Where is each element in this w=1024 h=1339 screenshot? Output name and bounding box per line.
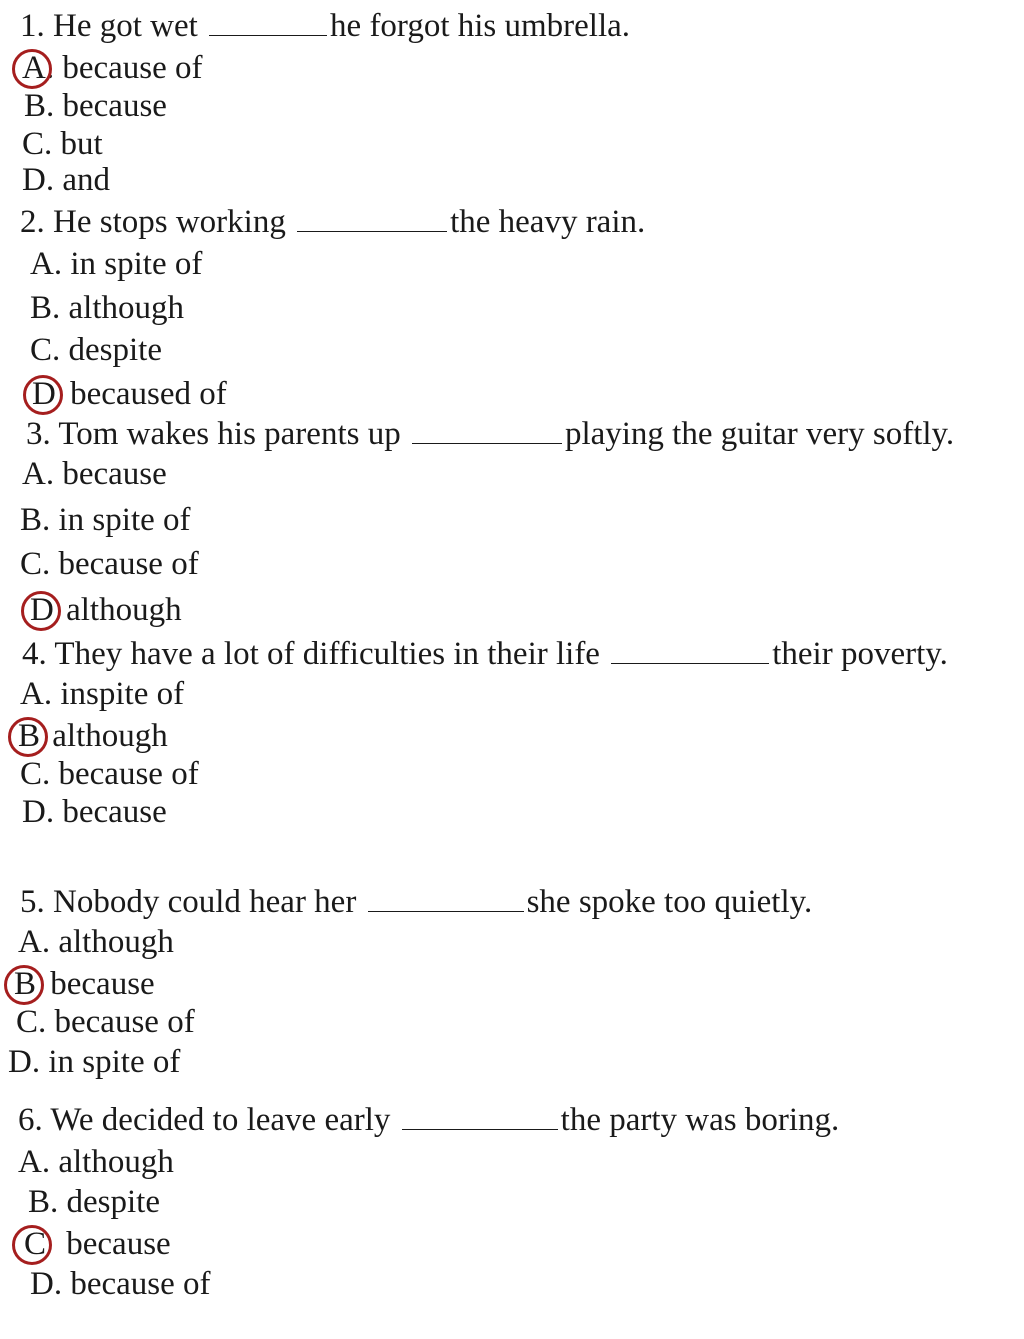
answer-circle-mark [12, 1225, 52, 1265]
answer-circle-mark [8, 717, 48, 757]
option-text: becaused of [70, 376, 227, 412]
question-3 [26, 414, 954, 454]
option-1a[interactable] [22, 48, 203, 88]
question-number: 4. [22, 636, 47, 672]
option-letter: B. [30, 290, 61, 326]
option-5a[interactable] [18, 922, 174, 962]
option-letter: D. [22, 162, 55, 198]
option-text: inspite of [60, 676, 185, 712]
answer-blank [209, 9, 327, 36]
option-6a[interactable] [18, 1142, 174, 1182]
answer-blank [368, 885, 524, 912]
option-text: and [62, 162, 110, 198]
option-text: because [62, 456, 167, 492]
option-text: because of [58, 756, 199, 792]
question-text-before: He got wet [53, 8, 198, 44]
question-number: 3. [26, 416, 51, 452]
question-text-before: Tom wakes his parents up [58, 416, 401, 452]
option-letter: B. [24, 88, 55, 124]
option-letter: B [14, 964, 36, 1004]
option-1b[interactable] [24, 86, 167, 126]
question-4 [22, 634, 948, 674]
question-text-after: the party was boring. [560, 1102, 840, 1138]
question-text-after: playing the guitar very softly. [564, 416, 955, 452]
answer-blank [412, 417, 562, 444]
option-text: in spite of [58, 502, 191, 538]
option-5c[interactable] [16, 1002, 195, 1042]
question-text-before: He stops working [53, 204, 286, 240]
option-letter: A. [22, 48, 54, 88]
option-3d[interactable] [30, 590, 182, 630]
option-text: because of [58, 546, 199, 582]
option-text: although [66, 592, 182, 628]
option-letter: A. [20, 676, 53, 712]
question-number: 6. [18, 1102, 43, 1138]
option-2d[interactable] [32, 374, 227, 414]
question-6 [18, 1100, 839, 1140]
question-text-after: he forgot his umbrella. [330, 8, 631, 44]
option-5b[interactable] [14, 964, 155, 1004]
option-letter: C [24, 1224, 46, 1264]
option-text: in spite of [70, 246, 203, 282]
option-letter: C. [16, 1004, 47, 1040]
question-number: 5. [20, 884, 45, 920]
option-4b[interactable] [18, 716, 168, 756]
option-4c[interactable] [20, 754, 199, 794]
option-2b[interactable] [30, 288, 184, 328]
option-letter: A. [30, 246, 63, 282]
answer-blank [611, 637, 769, 664]
option-letter: D [30, 590, 54, 630]
option-2a[interactable] [30, 244, 202, 284]
question-text-after: their poverty. [772, 636, 948, 672]
option-letter: D. [8, 1044, 41, 1080]
option-4a[interactable] [20, 674, 184, 714]
option-letter: B. [28, 1184, 59, 1220]
option-letter: A. [22, 456, 55, 492]
question-text-before: We decided to leave early [50, 1102, 391, 1138]
answer-circle-mark [12, 49, 52, 89]
option-text: despite [68, 332, 162, 368]
question-text-before: They have a lot of difficulties in their life [54, 636, 600, 672]
option-3a[interactable] [22, 454, 167, 494]
option-letter: B. [20, 502, 51, 538]
answer-circle-mark [21, 591, 61, 631]
option-3b[interactable] [20, 500, 191, 540]
question-2 [20, 202, 645, 242]
option-5d[interactable] [8, 1042, 180, 1082]
option-3c[interactable] [20, 544, 199, 584]
answer-circle-mark [23, 375, 63, 415]
question-number: 2. [20, 204, 45, 240]
question-number: 1. [20, 8, 45, 44]
option-letter: D. [22, 794, 55, 830]
option-4d[interactable] [22, 792, 167, 832]
option-letter: C. [20, 546, 51, 582]
option-text: because [62, 794, 167, 830]
question-1 [20, 6, 630, 46]
option-text: although [58, 924, 174, 960]
option-letter: C. [20, 756, 51, 792]
option-6c[interactable] [24, 1224, 171, 1264]
question-5 [20, 882, 812, 922]
option-text: despite [66, 1184, 160, 1220]
option-text: because [62, 88, 167, 124]
question-text-before: Nobody could hear her [53, 884, 357, 920]
question-text-after: the heavy rain. [450, 204, 646, 240]
answer-circle-mark [4, 965, 44, 1005]
option-letter: A. [18, 924, 51, 960]
answer-blank [297, 205, 447, 232]
option-text: because of [62, 50, 203, 86]
answer-blank [402, 1103, 558, 1130]
option-text: because [66, 1226, 171, 1262]
question-text-after: she spoke too quietly. [526, 884, 813, 920]
option-text: although [58, 1144, 174, 1180]
option-letter: C. [22, 126, 53, 162]
option-text: in spite of [48, 1044, 181, 1080]
option-text: because [50, 966, 155, 1002]
option-text: although [68, 290, 184, 326]
option-6b[interactable] [28, 1182, 160, 1222]
option-text: because of [54, 1004, 195, 1040]
option-1d[interactable] [22, 160, 110, 200]
option-letter: C. [30, 332, 61, 368]
option-6d[interactable] [30, 1264, 211, 1304]
option-letter: B [18, 716, 40, 756]
option-text: but [60, 126, 103, 162]
option-1c[interactable] [22, 124, 103, 164]
option-text: because of [70, 1266, 211, 1302]
option-letter: D. [30, 1266, 63, 1302]
option-text: although [52, 718, 168, 754]
option-letter: D [32, 374, 56, 414]
option-letter: A. [18, 1144, 51, 1180]
option-2c[interactable] [30, 330, 162, 370]
